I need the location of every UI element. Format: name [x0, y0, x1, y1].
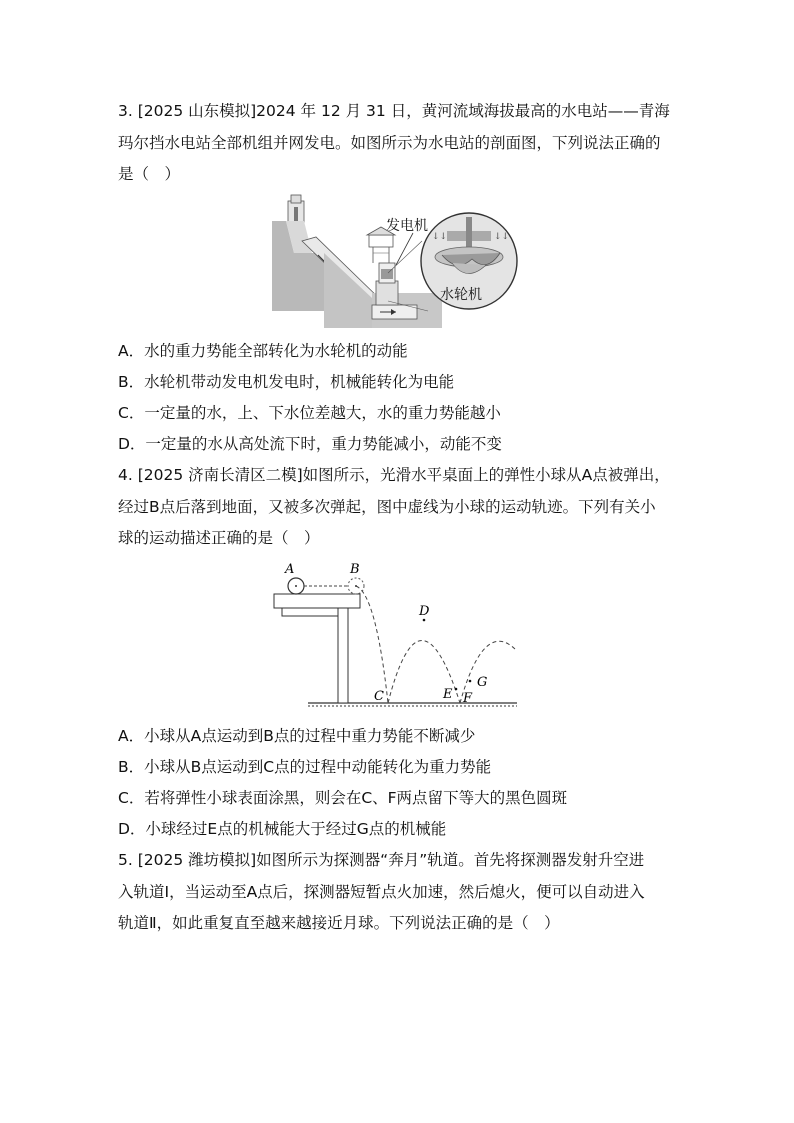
q4-line-1: 4. [2025 济南长清区二模]如图所示，光滑水平桌面上的弹性小球从A点被弹出， [118, 466, 670, 484]
svg-text:↓↓: ↓↓ [432, 232, 448, 242]
q4-option-a: A．小球从A点运动到B点的过程中重力势能不断减少 [118, 727, 476, 745]
q3-option-c: C．一定量的水，上、下水位差越大，水的重力势能越小 [118, 404, 501, 422]
q3-option-a: A．水的重力势能全部转化为水轮机的动能 [118, 342, 408, 360]
bouncing-ball-figure [272, 558, 522, 713]
q5-line-1: 5. [2025 潍坊模拟]如图所示为探测器“奔月”轨道。首先将探测器发射升空进 [118, 851, 645, 869]
q3-line-3: 是（ ） [118, 165, 181, 183]
q3-line-1: 3. [2025 山东模拟]2024 年 12 月 31 日，黄河流域海拔最高的水电站——青海 [118, 102, 670, 120]
q4-line-3: 球的运动描述正确的是（ ） [118, 529, 320, 547]
point-b-label: B [350, 562, 360, 577]
q4-option-d: D．小球经过E点的机械能大于经过G点的机械能 [118, 820, 447, 838]
point-g-label: G [477, 675, 488, 690]
hydropower-station-figure [272, 193, 522, 328]
turbine-label: 水轮机 [440, 287, 482, 303]
point-e-label: E [443, 687, 453, 702]
q5-line-3: 轨道Ⅱ，如此重复直至越来越接近月球。下列说法正确的是（ ） [118, 914, 560, 932]
q4-option-c: C．若将弹性小球表面涂黑，则会在C、F两点留下等大的黑色圆斑 [118, 789, 568, 807]
q4-line-2: 经过B点后落到地面，又被多次弹起，图中虚线为小球的运动轨迹。下列有关小 [118, 498, 656, 516]
q5-line-2: 入轨道Ⅰ，当运动至A点后，探测器短暂点火加速，然后熄火，便可以自动进入 [118, 883, 645, 901]
point-d-label: D [419, 604, 430, 619]
svg-text:↓↓: ↓↓ [494, 232, 510, 242]
point-f-label: F [463, 691, 473, 706]
point-c-label: C [374, 689, 384, 704]
point-a-label: A [285, 562, 295, 577]
q3-line-2: 玛尔挡水电站全部机组并网发电。如图所示为水电站的剖面图，下列说法正确的 [118, 134, 661, 152]
q3-option-d: D．一定量的水从高处流下时，重力势能减小，动能不变 [118, 435, 502, 453]
q4-option-b: B．小球从B点运动到C点的过程中动能转化为重力势能 [118, 758, 492, 776]
generator-label: 发电机 [386, 218, 428, 234]
q3-option-b: B．水轮机带动发电机发电时，机械能转化为电能 [118, 373, 455, 391]
